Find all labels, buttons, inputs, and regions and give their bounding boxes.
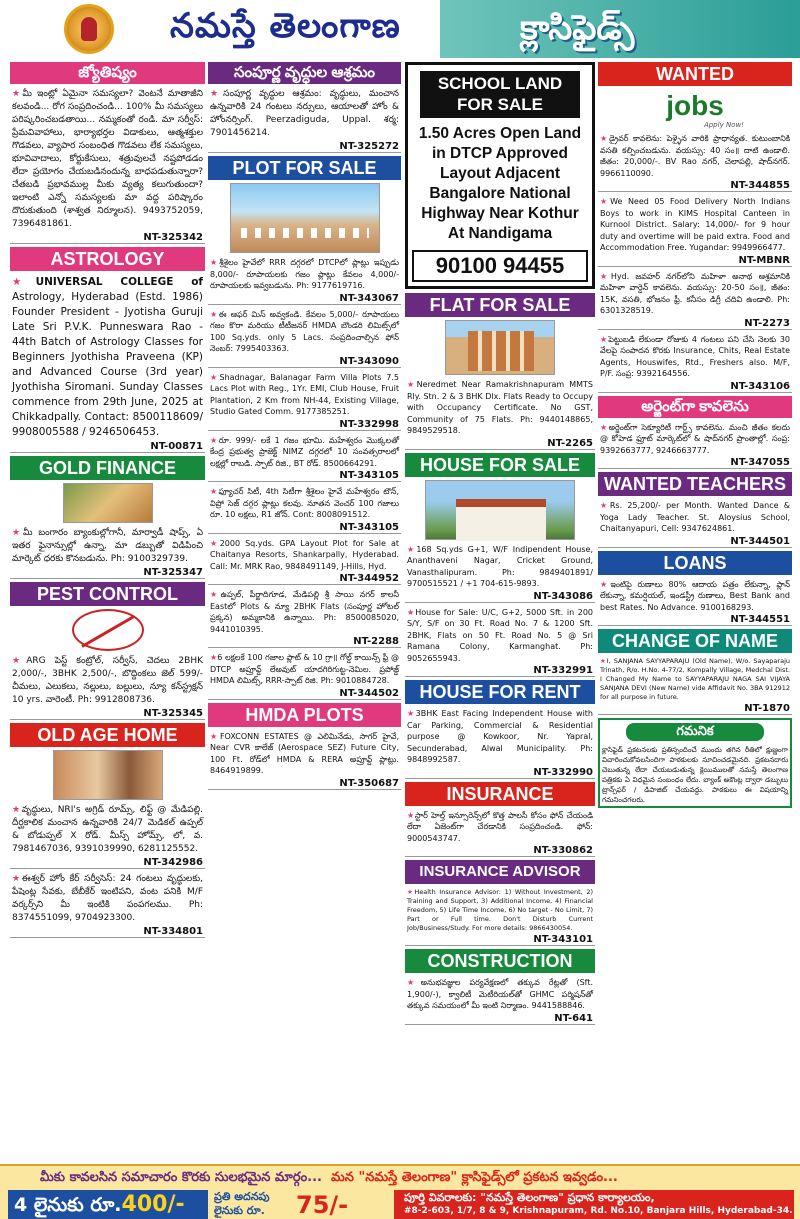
construction-ad: ★అనుభవజ్ఞుల పర్యవేక్షణలో తక్కువ రేట్లతో (Sft. 1,900/-), క్వాలిటీ మెటీరియల్‌తో GHMC పర్మిషన్‌తో తక్కువ సమయంలో మీ ఇంటి నిర్మాణం. 9441588846.: [407, 978, 593, 1010]
teachers-ad: ★Rs. 25,200/- per Month. Wanted Dance & Yoga Lady Teacher. St. Aloysius School, Chaitanyapuri, Cell: 9347624861.: [600, 501, 791, 533]
masthead-left: [0, 0, 440, 58]
plot-ad-4: ★రూ. 999/- లకే 1 గజం భూమి. మహేశ్వరం మొక్కలతో కేంద్ర ప్రభుత్వ ప్రాజెక్ట్ NIMZ దగ్గరలో 10 సంవత్సరాలలో లక్షల్లో రాబడి. స్పాట్ రిజి., BT రోడ్. 8500664291.: [210, 435, 400, 468]
flat-ad: ★Neredmet Near Ramakrishnapuram MMTS Rly. Stn. 2 & 3 BHK Dlx. Flats Ready to Occupy with Occupancy Certificate. No GST, Community of 75 Flats. Ph: 9440148865, 9849529518.: [407, 380, 593, 435]
jyotish-ad: ★మీ ఇంట్లో ఏమైనా సమస్యలా? వెంటనే మాతాజీని కలవండి... రోగ సంప్రదించండి... 100% మీ సమస్యలు పరిష్కరించబడతాయి... నమ్మకంతో రండి. మా సర్వీస్: ప్రేమవివాహాలు, భార్యాభర్తల విడాకులు, ఆత్మశక్తుల గొడవలు, వ్యాపార సంబంధిత గొడవలు లేక సమస్యలు, భూవివాదాలు, కోర్టుకేసులు, శత్రువులచే నష్టపోడడం లేదా ప్రయోగం చేయబడినందున్న బాధపడుతున్నారా? చేతబడి ప్రభావముల్ల మీకు వ్యత్య కలుగుతుందా? ఇలాంటి ఎన్నో సమస్యలకు మా వద్ద పరిష్కారం దొరుకుతుంది (శాశ్వత నిర్మూలన). 9493752059, 7396481861.: [12, 89, 203, 229]
plot-image: [230, 183, 380, 253]
jobs-logo: [640, 89, 750, 129]
astrology-ad: ★UNIVERSAL COLLEGE of Astrology, Hyderabad (Estd. 1986) Founder President - Jyotisha Guruji Late Sri P.V.K. Punneswara Rao - 44th Batch of Astrology Classes for Beginners Jyothisha Praveena (KP) and Advanced Course (3rd year) Jyothisha Siromani. Sunday Classes commence from 29th June, 2025 at Chikkadpally. Contact: 8500118609/ 9908005588 / 9246506453.: [12, 276, 203, 438]
rent-header: HOUSE FOR RENT: [405, 680, 595, 704]
advisor-code: NT-343101: [405, 934, 595, 946]
wanted-ad-4: ★పెట్టుబడి లేకుండా రోజుకు 4 గంటలు పని చేసి నెలకు 30 వేలపై సంపాదన కొరకు Insurance, Chits, Real Estate Agents, Houswifes, Rtd., Freshers also. M/F, P/F. సంప్ర: 9392164556.: [600, 334, 791, 378]
gold-header: GOLD FINANCE: [10, 456, 205, 480]
plot-code-5: NT-343105: [208, 522, 401, 534]
house-header: HOUSE FOR SALE: [405, 453, 595, 477]
house-code-2: NT-332991: [405, 665, 595, 677]
plot-ad-3: ★Shadnagar, Balanagar Farm Villa Plots 7.5 Lacs Plot with Reg., 1Yr. EMI, Club House, Fruit Plantation, 2 Km from NH-44, Existing Village, Studio Gated Comm. 9177385251.: [210, 372, 400, 416]
gold-money-image: [63, 483, 153, 523]
insurance-code: NT-330862: [405, 845, 595, 857]
newspaper-title: నమస్తే తెలంగాణ: [170, 6, 401, 46]
pest-ad: ★ARG పెస్ట్ కంట్రోల్, సర్వీస్, చెదలు 2BHK 2,000/-, 3BHK 2,500/-, బొద్దింకలు జెల్ 599/- చీమలు, ఎలుకలు, నల్లులు, బల్లులు, న్యూ కన్‌స్ట్రక్షన్ 10 yrs. వారెంటీ. Ph: 9912808736.: [12, 656, 203, 705]
masthead: [0, 0, 800, 58]
plot-code-3: NT-332998: [208, 419, 401, 431]
footer-office-address: పూర్తి వివరాలకు: "నమస్తే తెలంగాణ" ప్రధాన కార్యాలయం, #8-2-603, 1/7, 8 & 9, Krishnapuram, Rd. No.10, Banjara Hills, Hyderabad-34.: [394, 1190, 794, 1219]
pest-code: NT-325345: [10, 708, 205, 720]
plot-ad-2: ★ఈ ఆఫర్ మిస్ అవ్వకండి. కేవలం 5,000/- రూపాయలు గజం కొరా మరియు టీటీజనర్ HMDA బౌండరి లిమిట్స్‌లో 100 Sq.yds. only 5 Lacs. సంప్రదించాల్సిన ఫోన్ నెంబర్: 7995403363.: [210, 309, 400, 353]
plot-code-7: NT-2288: [208, 636, 401, 648]
construction-code: NT-641: [405, 1013, 595, 1025]
plot-ad-8: ★6 లక్షలకే 100 గజాల ప్లాట్ & 10 గ్రా॥ గోల్డ్ కాయిన్స్ ఫ్రీ @ DTCP అప్రూవ్డ్ లేఅవుట్ యాదగిరిగుట్ట-నెమిల. ప్రపోజ్డ్ HMDA లిమిట్స్, RRR-స్పాట్ రిజి. Ph: 9010884728.: [210, 653, 399, 685]
footer-rate-extra: ప్రతి అదనపు లైనుకు రూ. 75/-: [214, 1190, 349, 1219]
notice-text: క్లాసిఫైడ్ ప్రకటనలకు ప్రతిస్పందించే ముందు తగిన రీతిలో క్షుణ్ణంగా విచారించుకోవలసిందిగా పాఠకులకు సూచించడమైనది. ప్రకటనదారు చెబుతున్న లేదా చేయబడుతున్న క్లెయిములతో నమస్తే తెలంగాణ పత్రికకు ఏ విధమైన సంబంధం లేదు. బ్యాంక్ అకౌంట్ల ద్వారా డబ్బులు ట్రాన్స్‌ఫర్ / డిపాజిట్ చేయవద్దు. పాఠకులు ఈ విషయాన్ని గమనించగలరు.: [602, 746, 788, 804]
oldage-ad-1: ★వృద్ధులు, NRI's అగ్రిడ్ రూమ్స్, లిఫ్ట్ @ మేడిపల్లి. దీర్ఘకాలిక మంచాన ఉన్నవారికి 24/7 మెడికల్ ఉప్పల్ & బోడుప్పల్ X రోడ్. మీస్స్ హోమ్స్, లో, వ. 7981467036, 9391039990, 6281125552.: [12, 805, 203, 854]
school-land-phone: 90100 94455: [412, 250, 588, 282]
change-name-code: NT-1870: [598, 703, 792, 715]
construction-header: CONSTRUCTION: [405, 949, 595, 973]
flat-building-image: [445, 320, 555, 375]
teachers-header: WANTED TEACHERS: [598, 472, 792, 496]
column-2: [208, 62, 401, 793]
hmda-ad: ★FOXCONN ESTATES @ ఎలిమినేడు, సాగర్ హైవే, Near CVR కాలేజ్ (Aerospace SEZ) Future City, 100 Ft. రోడ్‌లో HMDA & RERA అప్రూవ్డ్ ప్లాట్లు. 8464919899.: [210, 731, 399, 775]
school-land-body: 1.50 Acres Open Land in DTCP Approved Layout Adjacent Bangalore National Highway Near Kothur At Nandigama: [418, 125, 582, 242]
loans-header: LOANS: [598, 551, 792, 575]
wanted-header: WANTED: [598, 62, 792, 86]
house-ad-1: ★168 Sq.yds G+1, W/F Indipendent House, Ananthaveni Nagar, Cricket Ground, Vanasthalipuram. Ph: 9849401891/ 9700515521 / +1 704-615-9893.: [407, 544, 594, 588]
insurance-ad: ★స్టార్ హెల్త్ ఇన్సూరెన్స్‌లో కొత్త పాలసీ కోసం ఫోన్ చేయండి లేదా ఏజెంట్‌గా చేరడానికి సంప్రదించండి. ఫోన్: 9000543747.: [407, 810, 594, 843]
oldage-code-1: NT-342986: [10, 857, 205, 869]
loans-code: NT-344551: [598, 614, 792, 626]
advisor-header: INSURANCE ADVISOR: [405, 860, 595, 884]
vrudha-ad: ★సంపూర్ణ వృద్ధుల ఆశ్రమం: వృద్ధులు, మంచాన ఉన్నవారికి 24 గంటలు నర్సులు, ఆయాలతో హోం & హోంనర్సింగ్. Peerzadiguda, Uppal. శర్మ: 7901456214.: [210, 89, 399, 138]
vrudha-header: సంపూర్ణ వృద్ధుల ఆశ్రమం: [208, 62, 401, 84]
footer-rate-base: 4 లైనుకు రూ.400/-: [8, 1190, 208, 1219]
wanted-code-4: NT-343106: [598, 381, 792, 393]
wanted-code-3: NT-2273: [598, 318, 792, 330]
section-title: క్లాసిఫైడ్స్: [520, 8, 635, 48]
house-code-1: NT-343086: [405, 591, 595, 603]
astrology-code: NT-00871: [10, 441, 205, 453]
house-ad-2: ★House for Sale: U/C, G+2, 5000 Sft. in 200 S/Y, S/F on 30 Ft. Road No. 7 & 1200 Sft. 2BHK, Flats on 50 Ft. Road No. 5 @ Sri Ramana Colony, Karmanghat. Ph: 9052655943.: [407, 607, 594, 663]
plot-code-8: NT-344502: [208, 688, 401, 700]
gold-ad: ★మీ బంగారం బ్యాంకుల్లోగానీ, మార్వాడీ షాప్స్, ఏ ఇతర ఫైనాన్సుల్లో ఉన్నా, మా డబ్బుతో విడిపించి మార్కెట్ ధరకు కొనబడును. Ph: 9100329739.: [12, 528, 203, 564]
pest-header: PEST CONTROL: [10, 582, 205, 606]
wanted-ad-1: ★డ్రైవర్ కావలెను: పెళ్ళైన వారికి ప్రాధాన్యత. కుటుంబానికి వసతి కల్పించబడును. వయస్సు: 40 సం॥ దాటి ఉండాలి. జీతం: 20,000/-. BV Rao నగర్, చెలాపల్లి, షాద్‌నగర్. 9966110090.: [600, 134, 790, 178]
vrudha-code: NT-325272: [208, 141, 401, 153]
gold-code: NT-325347: [10, 567, 205, 579]
insurance-header: INSURANCE: [405, 782, 595, 806]
plot-code-4: NT-343105: [208, 470, 401, 482]
flat-header: FLAT FOR SALE: [405, 293, 595, 317]
wanted-code-1: NT-344855: [598, 180, 792, 192]
astrology-header: ASTROLOGY: [10, 247, 205, 271]
column-3: [405, 62, 595, 1028]
hmda-code: NT-350687: [208, 778, 401, 790]
teachers-code: NT-344501: [598, 536, 792, 548]
footer-banner: [0, 1164, 800, 1219]
masthead-right: [440, 0, 800, 58]
advisor-ad: ★Health Insurance Advisor: 1) Without Investment, 2) Training and Support, 3) Additional Income, 4) Financial Freedom, 5) Life Time Income, 6) No target - No Limit, 7) Part or Full time. Don't Disturb Current Job/Business/Study. For more details: 9866430054.: [407, 888, 594, 932]
urgent-code: NT-347055: [598, 457, 792, 469]
rent-code: NT-332990: [405, 767, 595, 779]
hmda-header: HMDA PLOTS: [208, 703, 401, 727]
oldage-code-2: NT-334801: [10, 926, 205, 938]
wanted-code-2: NT-MBNR: [598, 255, 792, 267]
oldage-ad-2: ★ఈశ్వర్ హోం కేర్ సర్వీసెస్: 24 గంటలు వృద్ధులకు, పేషెంట్ల సేవకు, బేబీకేర్ ఇంటిపని, వంట పనికి M/F వర్కర్స్‌ని మీ ఇంటికి పంపగలము. Ph: 8374551099, 9704923300.: [12, 874, 203, 923]
jyotish-code: NT-325342: [10, 232, 205, 244]
loans-ad: ★ఇంటిపై రుణాలు 80% ఆదాయ పత్రం లేకున్నా, ప్లాన్ లేకున్నా, కమర్షియల్, ఇండస్ట్రీ రుణాలు, Best Bank and best Rates. No Advance. 9100168293.: [600, 579, 790, 612]
plot-ad-7: ★ఉప్పల్, పీర్జాదిగూడ, మేడిపల్లి శ్రీ సాయి నగర్ కాలనీ Eastలో Plots & న్యూ 2BHK Flats (సంపూర్ణ హోటల్ ప్రక్కన) అమ్మకానికి ఉన్నాయి. Ph: 8500085020, 9441010395.: [210, 590, 399, 634]
urgent-ad: ★అర్జెంట్‌గా సెక్యూరిటీ గార్డ్స్ కావలెను. మంచి జీతం కలదు @ కోహెడ ఫ్రూట్ మార్కెట్‌లో & షాద్‌నగర్ ప్రాంతాల్లో. సంప్ర: 9392663777, 9246663777.: [600, 422, 790, 455]
plot-header: PLOT FOR SALE: [208, 156, 401, 180]
notice-box: [598, 718, 792, 808]
plot-code-6: NT-344952: [208, 573, 401, 585]
footer-tagline: మీకు కావలసిన సమాచారం కొరకు సులభమైన మార్గం... మన "నమస్తే తెలంగాణ" క్లాసిఫైడ్స్‌లో ప్రకటన ఇవ్వడం...: [40, 1170, 618, 1185]
oldage-header: OLD AGE HOME: [10, 723, 205, 747]
change-name-ad: ★I, SANJANA SAYYAPARAJU (Old Name), W/o. Sayaparaju Trinath, R/o. H.No. 4-77/2, Kompally Village, Medchal Dist. I Changed My Name to SAYYAPARAJU NAGA SAI VIJAYA SANJANA DEVI (New Name) vide Affidavit No. 3BA 912912 for all purpose in future.: [600, 657, 790, 701]
urgent-header: అర్జెంట్‌గా కావలెను: [598, 396, 792, 418]
wanted-ad-3: ★Hyd. జవహర్ నగర్‌లోని మహిళా అనాథ ఆశ్రమానికి మహిళా వార్డెన్ కావలెను. వయస్సు: 20-50 సం॥, జీతం: 15K, వసతి, భోజనం ఫ్రీ. కనీసం డిగ్రీ చదివి ఉండాలి. Ph: 6301328519.: [600, 271, 790, 315]
jobs-logo-sub: Apply Now!: [703, 121, 744, 129]
plot-code-2: NT-343090: [208, 356, 401, 368]
jobs-logo-word: jobs: [666, 90, 724, 121]
newspaper-logo-icon: [64, 4, 114, 54]
no-pest-icon: [72, 609, 144, 651]
notice-header: గమనిక: [626, 723, 764, 741]
house-image: [425, 480, 575, 540]
change-name-header: CHANGE OF NAME: [598, 629, 792, 653]
wanted-ad-2: ★We Need 05 Food Delivery North Indians Boys to work in KIMS Hospital Canteen in Kurnool District. Salary: 14,000/- for 9 hour duty and overtime will be paid extra. Food and Accommodation Free. Yugandar: 9949966477.: [600, 197, 791, 252]
jyotish-header: జ్యోతిష్యం: [10, 62, 205, 84]
flat-code: NT-2265: [405, 438, 595, 450]
plot-ad-6: ★2000 Sq.yds. GPA Layout Plot for Sale at Chaitanya Resorts, Shankarpally, Hyderabad. Call: Mr. MRK Rao, 9848491149, J-Hills, Hyd.: [210, 538, 400, 571]
oldage-image: [53, 750, 163, 800]
rent-ad: ★3BHK East Facing Independent House with Car Parking, Commercial & Residential purpose @ Kowkoor, Nr. Yapral, Secunderabad, Alwal Municipality. Ph: 9848992587.: [407, 709, 593, 764]
plot-ad-1: ★శ్రీశైలం హైవేలో RRR దగ్గరలో DTCPలో ప్లాట్లు ఇప్పుడు 8,000/- రూపాయలకు గజం ప్లాట్లు కేవలం 4,000/- రూపాయలకు ఇవ్వబడును. Ph: 9177619716.: [210, 258, 399, 290]
plot-code-1: NT-343067: [208, 293, 401, 305]
plot-ad-5: ★ఫ్యూచర్ సిటీ, 4th సిటీగా శ్రీశైలం హైవే మహేశ్వరం టౌన్, విప్రో సెజ్ దగ్గర ప్లాట్లు కలవు. నూతన వెంచర్ 100 గజాలు రూ. 10 లక్షలు, R1 జోన్. Cont: 8008091512.: [210, 487, 399, 519]
column-4: [598, 62, 792, 808]
column-1: [10, 62, 205, 941]
school-land-title: SCHOOL LAND FOR SALE: [420, 71, 580, 118]
school-land-ad: [405, 62, 595, 289]
